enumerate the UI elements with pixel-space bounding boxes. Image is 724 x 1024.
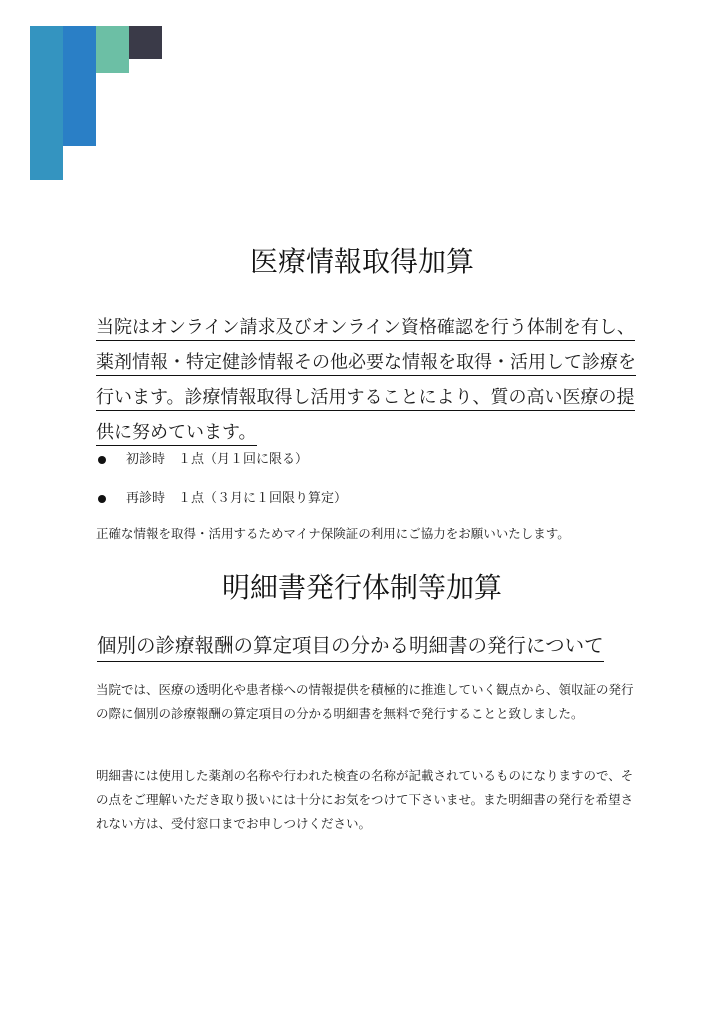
bullet-icon bbox=[98, 495, 106, 503]
mynumber-note: 正確な情報を取得・活用するためマイナ保険証の利用にご協力をお願いいたします。 bbox=[96, 526, 570, 541]
fee-item-revisit bbox=[96, 489, 636, 509]
section2-paragraph-1: 当院では、医療の透明化や患者様への情報提供を積極的に推進していく観点から、領収証の発行の際に個別の診療報酬の算定項目の分かる明細書を無料で発行することと致しました。 bbox=[96, 682, 634, 721]
section2-subtitle: 個別の診療報酬の算定項目の分かる明細書の発行について bbox=[97, 630, 604, 662]
logo-bar-2 bbox=[63, 26, 96, 146]
logo-bar-1 bbox=[30, 26, 63, 180]
clinic-logo bbox=[30, 26, 162, 180]
section1-intro bbox=[96, 310, 636, 450]
fee-list bbox=[96, 450, 636, 528]
bullet-icon bbox=[98, 456, 106, 464]
fee-item-label: 初診時 １点（月１回に限る） bbox=[126, 452, 309, 467]
section2-title: 明細書発行体制等加算 bbox=[221, 571, 502, 604]
section1-title: 医療情報取得加算 bbox=[249, 245, 474, 278]
section1-intro-text: 当院はオンライン請求及びオンライン資格確認を行う体制を有し、薬剤情報・特定健診情報その他必要な情報を取得・活用して診療を行います。診療情報取得し活用することにより、質の高い医療の提供に努めています。 bbox=[96, 317, 636, 446]
section2-paragraph-2: 明細書には使用した薬剤の名称や行われた検査の名称が記載されているものになりますので、その点をご理解いただき取り扱いには十分にお気をつけて下さいませ。また明細書の発行を希望されない方は、受付窓口までお申しつけください。 bbox=[96, 768, 634, 831]
fee-item-label: 再診時 １点（３月に１回限り算定） bbox=[126, 491, 348, 506]
logo-bar-3 bbox=[96, 26, 129, 73]
logo-bar-4 bbox=[129, 26, 162, 59]
fee-item-first-visit bbox=[96, 450, 636, 470]
